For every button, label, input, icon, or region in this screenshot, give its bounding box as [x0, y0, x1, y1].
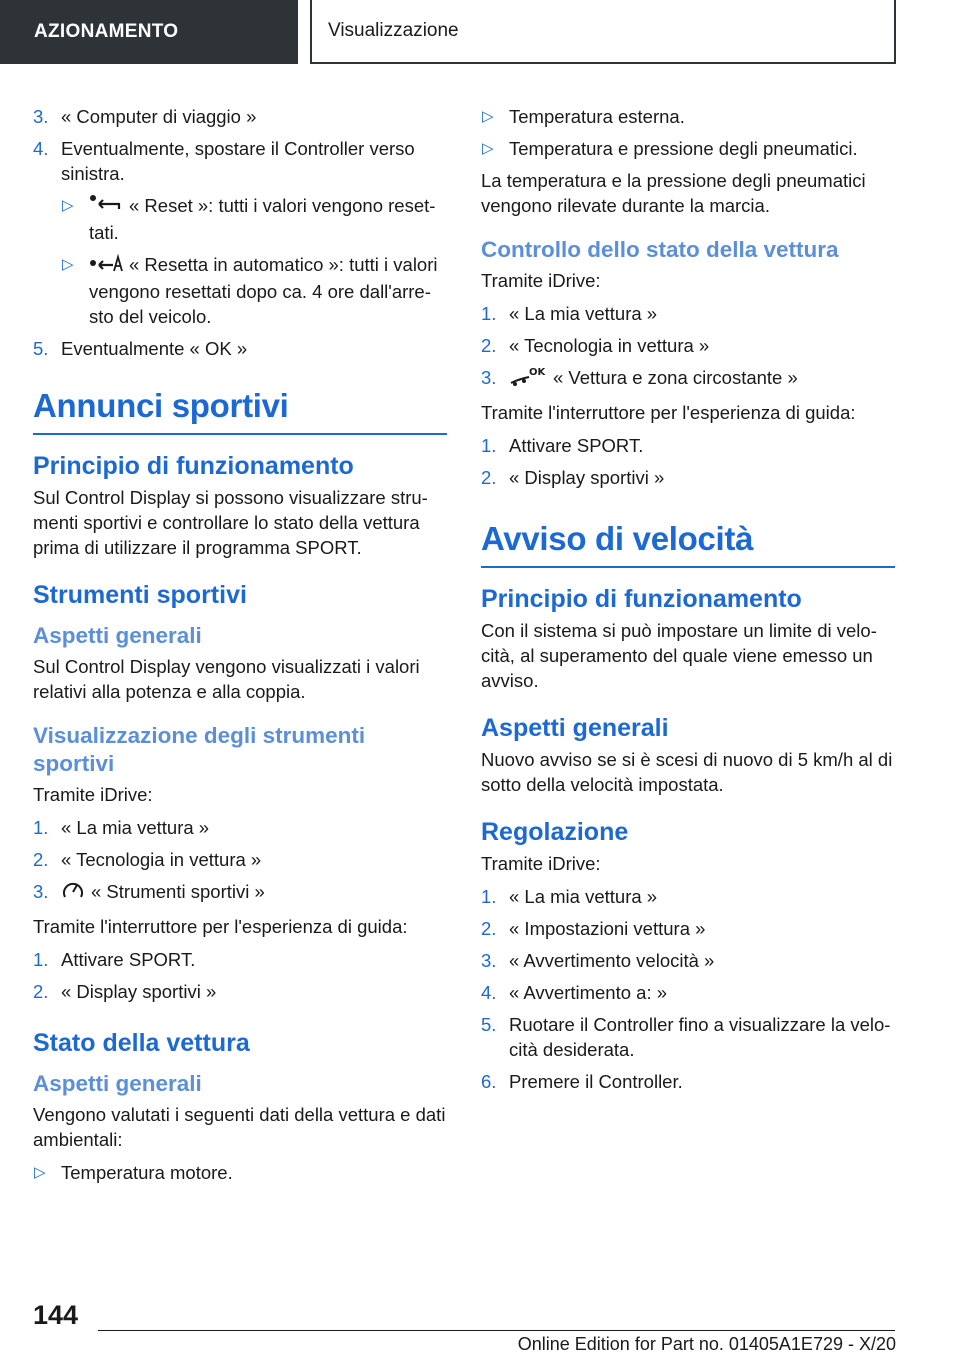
list-item: 3. « Strumenti sportivi » — [33, 879, 447, 907]
triangle-bullet-icon: ▷ — [482, 140, 494, 157]
section-tab: AZIONAMENTO — [0, 0, 298, 64]
list-item: 1. « La mia vettura » — [33, 817, 210, 839]
heading-regolazione: Regolazione — [481, 818, 629, 847]
paragraph: Sul Control Display vengono visualizzati i valori relativi alla potenza e alla coppia. — [33, 656, 420, 703]
paragraph: Con il sistema si può impostare un limite di velo-cità, al superamento del quale viene emesso un avviso. — [481, 620, 877, 692]
heading-visualizzazione-strumenti: Visualizzazione degli strumenti sportivi — [33, 723, 366, 777]
edition-note: Online Edition for Part no. 01405A1E729 - X/20 — [517, 1334, 896, 1354]
paragraph: Tramite l'interruttore per l'esperienza di guida: — [481, 402, 856, 424]
svg-text:OK: OK — [529, 367, 546, 379]
list-item: 5. Ruotare il Controller fino a visualizzare la velo-cità desiderata. — [481, 1014, 891, 1061]
heading-strumenti-sportivi: Strumenti sportivi — [33, 581, 247, 610]
paragraph: La temperatura e la pressione degli pneumatici vengono rilevate durante la marcia. — [481, 170, 866, 216]
paragraph: Tramite iDrive: — [33, 784, 153, 806]
right-column — [481, 104, 895, 1101]
auto-reset-icon — [89, 253, 123, 279]
page-number: 144 — [33, 1300, 79, 1330]
list-item: 1. « La mia vettura » — [481, 303, 658, 324]
list-item: 2. « Tecnologia in vettura » — [33, 849, 262, 871]
list-item: 1. Attivare SPORT. — [481, 435, 644, 457]
list-item: 2. « Display sportivi » — [481, 467, 665, 489]
car-ok-icon — [509, 365, 547, 393]
sport-gauge-icon — [61, 879, 85, 907]
triangle-bullet-icon: ▷ — [34, 1164, 46, 1182]
triangle-bullet-icon: ▷ — [62, 197, 74, 214]
heading-avviso-velocita: Avviso di velocità — [481, 520, 895, 568]
list-item: 3. « Avvertimento velocità » — [481, 950, 715, 972]
footer-divider — [98, 1330, 895, 1331]
heading-principio: Principio di funzionamento — [481, 585, 802, 614]
bullet-item: ▷ « Reset »: tutti i valori vengono reset-tati. — [62, 195, 436, 244]
paragraph: Tramite iDrive: — [481, 270, 601, 291]
list-item: 2. « Tecnologia in vettura » — [481, 335, 710, 356]
paragraph: Sul Control Display si possono visualizzare stru-menti sportivi e controllare lo stato della vettura prima di utilizzare il programma SPORT. — [33, 487, 428, 559]
list-item: 2. « Display sportivi » — [33, 981, 217, 1003]
paragraph: Nuovo avviso se si è scesi di nuovo di 5 km/h al di sotto della velocità impostata. — [481, 749, 893, 796]
paragraph: Vengono valutati i seguenti dati della vettura e dati ambientali: — [33, 1104, 446, 1151]
paragraph: Tramite l'interruttore per l'esperienza di guida: — [33, 916, 408, 938]
bullet-item: ▷ « Resetta in automatico »: tutti i valori vengono resettati dopo ca. 4 ore dall'arre-sto del veicolo. — [62, 254, 438, 328]
heading-aspetti-generali: Aspetti generali — [481, 714, 669, 743]
list-item: 4. Eventualmente, spostare il Controller verso sinistra. — [33, 138, 415, 184]
list-item: 3. OK « Vettura e zona circostante » — [481, 365, 895, 393]
list-item: 3. « Computer di viaggio » — [33, 106, 257, 127]
list-item: 1. « La mia vettura » — [481, 886, 658, 908]
triangle-bullet-icon: ▷ — [482, 108, 494, 125]
heading-aspetti-generali: Aspetti generali — [33, 623, 202, 649]
bullet-item: ▷ Temperatura motore. — [34, 1162, 233, 1184]
reset-icon — [89, 194, 123, 220]
heading-annunci-sportivi: Annunci sportivi — [33, 387, 447, 435]
list-item: 2. « Impostazioni vettura » — [481, 918, 706, 940]
bullet-item: ▷ Temperatura esterna. — [482, 106, 685, 127]
list-item: 5. Eventualmente « OK » — [33, 338, 248, 360]
list-item: 4. « Avvertimento a: » — [481, 982, 668, 1004]
heading-controllo-stato: Controllo dello stato della vettura — [481, 237, 839, 262]
heading-principio: Principio di funzionamento — [33, 452, 354, 481]
left-column — [33, 104, 447, 1192]
list-item: 6. Premere il Controller. — [481, 1071, 683, 1093]
chapter-title: Visualizzazione — [310, 0, 896, 64]
bullet-item: ▷ Temperatura e pressione degli pneumatici. — [482, 138, 858, 159]
triangle-bullet-icon: ▷ — [62, 256, 74, 274]
heading-aspetti-generali: Aspetti generali — [33, 1071, 202, 1097]
list-item: 1. Attivare SPORT. — [33, 949, 196, 971]
heading-stato-vettura: Stato della vettura — [33, 1029, 250, 1058]
paragraph: Tramite iDrive: — [481, 853, 601, 875]
